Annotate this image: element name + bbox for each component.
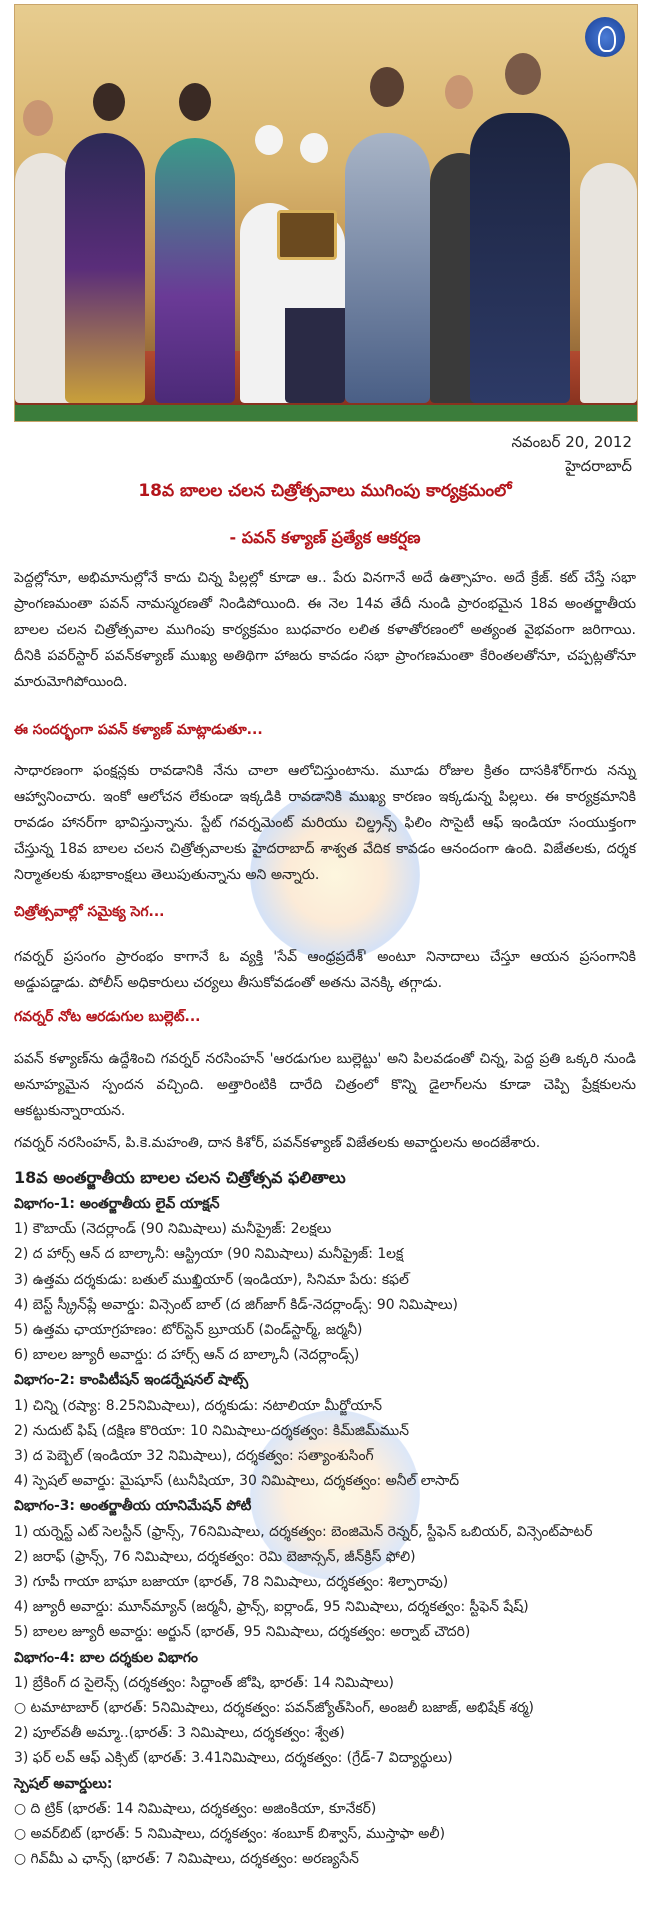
subheading: గవర్నర్ నోట ఆరడుగుల బుల్లెట్...	[14, 1009, 201, 1025]
results-item: 4) బెస్ట్ స్క్రీన్‌ప్లే అవార్డు: విన్సెంట్ బాల్ (ద జిగ్‌జాగ్ కిడ్-నెదర్లాండ్స్: 90 నిమిషాలు)	[14, 1296, 458, 1313]
stage-floor	[15, 405, 637, 421]
person-figure	[345, 133, 430, 403]
person-head	[93, 83, 125, 121]
person-figure	[580, 163, 637, 403]
results-item: 5) బాలల జ్యూరీ అవార్డు: అర్జున్ (భారత్, 95 నిమిషాలు, దర్శకత్వం: అర్నాబ్ చౌదరి)	[14, 1624, 471, 1641]
results-item: 1) యర్నెస్ట్ ఎట్ సెలస్టీన్ (ఫ్రాన్స్, 76నిమిషాలు, దర్శకత్వం: బెంజిమెన్ రెన్నర్, స్టీఫెన్ ఒబియర్, విన్సెంట్‌పాటర్	[14, 1523, 593, 1540]
paragraph: పవన్ కళ్యాణ్‌ను ఉద్దేశించి గవర్నర్ నరసింహన్ 'ఆరడుగుల బుల్లెట్టు' అని పిలవడంతో చిన్న, పెద్ద ప్రతి ఒక్కరి నుండి అనూహ్యమైన స్పందన వచ్చింది. అత్తారింటికి దారేది చిత్రంలో కొన్ని డైలాగ్‌లను కూడా చెప్పి ప్రేక్షకులను ఆకట్టుకున్నారాయన.	[14, 1051, 636, 1119]
paragraph: గవర్నర్ నరసింహన్, పి.కె.మహంతి, దాన కిశోర్, పవన్‌కళ్యాణ్ విజేతలకు అవార్డులను అందజేశారు.	[14, 1135, 541, 1151]
results-category: స్పెషల్ అవార్డులు:	[14, 1775, 113, 1792]
results-item: ○ ది ట్రిక్ (భారత్: 14 నిమిషాలు, దర్శకత్వం: అజింకియా, కూనేకర్)	[14, 1800, 377, 1817]
child-cap	[255, 125, 283, 155]
results-item: 5) ఉత్తమ ఛాయాగ్రహణం: టోర్‌స్టెన్ బ్రూయర్ (విండ్‌స్టార్మ్, జర్మనీ)	[14, 1322, 363, 1339]
results-item: 2) జరాఫ్ (ఫ్రాన్స్, 76 నిమిషాలు, దర్శకత్వం: రెమి బెజాన్సన్, జీన్‌క్రిస్ ఫోలి)	[14, 1548, 416, 1565]
person-head	[23, 100, 53, 136]
dateline	[511, 430, 632, 478]
person-figure	[155, 138, 235, 403]
person-head	[445, 75, 473, 109]
results-category: విభాగం-2: కాంపిటీషన్ ఇండర్నేషనల్ షాట్స్	[14, 1372, 249, 1389]
results-item: 1) చిన్ని (రష్యా: 8.25నిమిషాలు), దర్శకుడు: నటాలియా మీర్జోయాన్	[14, 1397, 383, 1414]
results-item: 4) స్పెషల్ అవార్డు: మైషూస్ (టునీషియా, 30 నిమిషాలు, దర్శకత్వం: అనీల్ లాసాద్	[14, 1473, 460, 1490]
article-subtitle: - పవన్ కళ్యాణ్ ప్రత్యేక ఆకర్షణ	[229, 528, 421, 547]
child-cap	[300, 133, 328, 163]
results-item: 4) జ్యూరీ అవార్డు: మూన్‌మ్యాన్ (జర్మనీ, ఫ్రాన్స్, ఐర్లాండ్, 95 నిమిషాలు, దర్శకత్వం: స్టీఫెన్ షేష్)	[14, 1599, 529, 1616]
results-item: 2) ద హార్స్ ఆన్ ద బాల్కానీ: ఆస్ట్రియా (90 నిమిషాలు) మనీప్రైజ్: 1లక్ష	[14, 1246, 404, 1263]
results-item: 3) ఉత్తమ దర్శకుడు: బతుల్ ముఖ్తియార్ (ఇండియా), సినిమా పేరు: కఫల్	[14, 1271, 409, 1288]
results-list	[14, 1192, 644, 1872]
award-frame	[277, 210, 337, 260]
date-text: నవంబర్ 20, 2012	[511, 433, 632, 451]
results-title: 18వ అంతర్జాతీయ బాలల చలన చిత్రోత్సవ ఫలితాలు	[14, 1168, 346, 1187]
person-head	[370, 67, 404, 107]
paragraph: గవర్నర్ ప్రసంగం ప్రారంభం కాగానే ఓ వ్యక్తి 'సేవ్ ఆంధ్రప్రదేశ్' అంటూ నినాదాలు చేస్తూ ఆయన ప్రసంగానికి అడ్డుపడ్డాడు. పోలీస్ అధికారులు చర్యలు తీసుకోవడంతో అతను వెనక్కి తగ్గాడు.	[14, 949, 636, 991]
subheading: ఈ సందర్భంగా పవన్ కళ్యాణ్ మాట్లాడుతూ...	[14, 722, 263, 738]
results-category: విభాగం-1: అంతర్జాతీయ లైవ్ యాక్షన్	[14, 1196, 220, 1212]
results-item: 3) ఫర్ లవ్ ఆఫ్ ఎక్సిట్ (భారత్: 3.41నిమిషాలు, దర్శకత్వం: (గ్రేడ్-7 విద్యార్థులు)	[14, 1750, 453, 1767]
results-item: 3) ద పెబ్బెల్ (ఇండియా 32 నిమిషాలు), దర్శకత్వం: సత్యాంశుసింగ్	[14, 1448, 374, 1465]
event-photo	[14, 4, 638, 422]
results-item: 1) బ్రేకింగ్ ద సైలెన్స్ (దర్శకత్వం: సిద్ధాంత్ జోషి, భారత్: 14 నిమిషాలు)	[14, 1674, 394, 1691]
person-head	[179, 83, 211, 121]
article-title: 18వ బాలల చలన చిత్రోత్సవాలు ముగింపు కార్యక్రమంలో	[138, 481, 512, 501]
results-item: 1) కౌబాయ్ (నెదర్లాండ్ (90 నిమిషాలు) మనీప్రైజ్: 2లక్షలు	[14, 1221, 332, 1238]
results-category: విభాగం-4: బాల దర్శకుల విభాగం	[14, 1649, 198, 1666]
results-item: 3) గూపీ గాయా బాఘా బజాయా (భారత్, 78 నిమిషాలు, దర్శకత్వం: శిల్పారావు)	[14, 1574, 449, 1591]
results-item: ○ టమాటాబార్ (భారత్: 5నిమిషాలు, దర్శకత్వం: పవన్‌జ్యోత్‌సింగ్, అంజలీ బజాజ్, అభిషేక్ శర్మ)	[14, 1700, 534, 1717]
person-figure	[470, 113, 570, 403]
paragraph: పెద్దల్లోనూ, అభిమానుల్లోనే కాదు చిన్న పిల్లల్లో కూడా ఆ.. పేరు వినగానే అదే ఉత్సాహం. అదే క్రేజ్. కట్ చేస్తే సభా ప్రాంగణమంతా పవన్ నామస్మరణతో నిండిపోయింది. ఈ నెల 14వ తేదీ నుండి ప్రారంభమైన 18వ అంతర్జాతీయ బాలల చలన చిత్రోత్సవాల ముగింపు కార్యక్రమం బుధవారం లలిత కళాతోరణంలో అత్యంత వైభవంగా జరిగాయి. దీనికి పవర్‌స్టార్ పవన్‌కళ్యాణ్ ముఖ్య అతిథిగా హాజరు కావడం సభా ప్రాంగణమంతా కేరింతలతోనూ, చప్పట్లతోనూ మారుమోగిపోయింది.	[14, 570, 636, 690]
results-item: 6) బాలల జ్యూరీ అవార్డు: ద హార్స్ ఆన్ ద బాల్కానీ (నెదర్లాండ్స్)	[14, 1347, 360, 1364]
results-item: ○ గివ్‌మీ ఎ ఛాన్స్ (భారత్: 7 నిమిషాలు, దర్శకత్వం: అరణ్యసేన్	[14, 1851, 359, 1868]
place-text: హైదరాబాద్	[565, 457, 632, 475]
person-figure	[65, 133, 145, 403]
results-item: ○ అవర్‌బిట్ (భారత్: 5 నిమిషాలు, దర్శకత్వం: శంబూక్ బిశ్వాస్, ముస్తాఫా అలీ)	[14, 1826, 446, 1843]
paragraph: సాధారణంగా ఫంక్షన్లకు రావడానికి నేను చాలా ఆలోచిస్తుంటాను. మూడు రోజుల క్రితం దాసకిశోర్‌గారు నన్ను ఆహ్వానించారు. ఇంకో ఆలోచన లేకుండా ఇక్కడికి రావడానికి ముఖ్య కారణం ఇక్కడున్న పిల్లలు. ఈ కార్యక్రమానికి రావడం హానర్‌గా భావిస్తున్నాను. స్టేట్ గవర్నమెంట్ మరియు చిల్డ్రన్స్ ఫిలిం సొసైటీ ఆఫ్ ఇండియా సంయుక్తంగా చేస్తున్న 18వ బాలల చలన చిత్రోత్సవాలకు హైదరాబాద్ శాశ్వత వేదిక కావడం ఆనందంగా ఉంది. విజేతలకు, దర్శక నిర్మాతలకు శుభాకాంక్షలు తెలుపుతున్నాను అని అన్నారు.	[14, 763, 636, 883]
person-head	[505, 53, 541, 95]
subheading: చిత్రోత్సవాల్లో సమైక్య సెగ...	[14, 904, 165, 920]
results-category: విభాగం-3: అంతర్జాతీయ యానిమేషన్ పోటీ	[14, 1498, 252, 1515]
results-item: 2) పూల్‌వతీ అమ్మా..(భారత్: 3 నిమిషాలు, దర్శకత్వం: శ్వేత)	[14, 1725, 345, 1742]
results-item: 2) నుదుట్ ఫిష్ (దక్షిణ కొరియా: 10 నిమిషాలు-దర్శకత్వం: కిమ్‌జిమ్‌మున్	[14, 1422, 410, 1439]
site-logo-icon	[585, 17, 625, 57]
